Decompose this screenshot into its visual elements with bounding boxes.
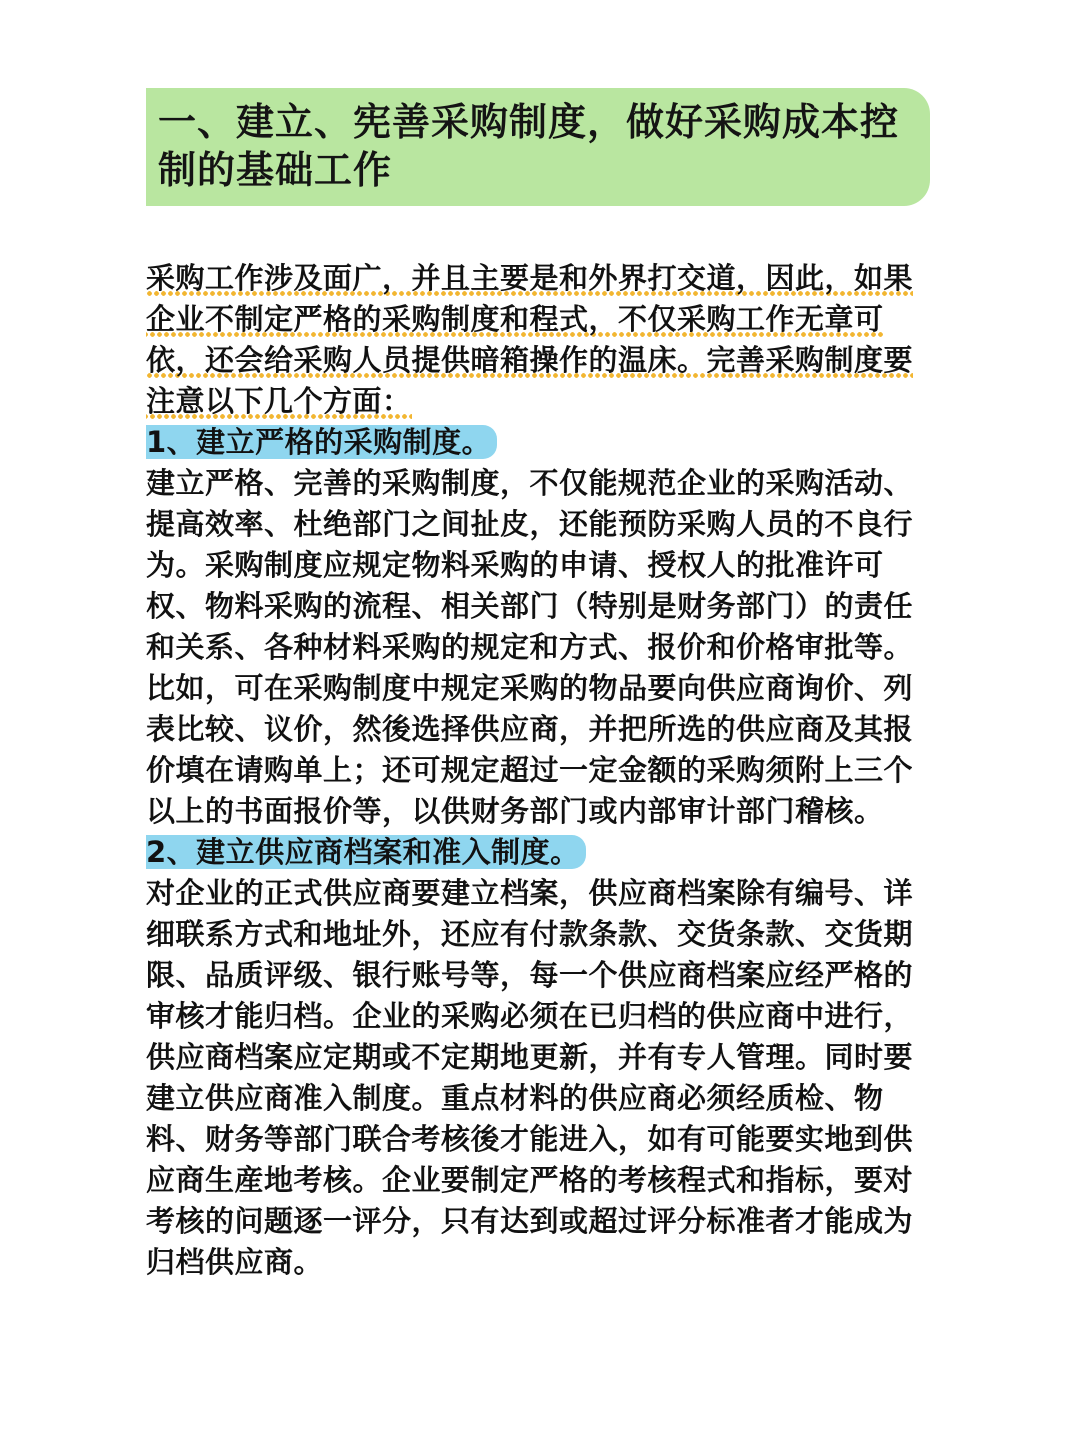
section-1-heading	[146, 422, 922, 463]
page-title: 一、建立、宪善采购制度，做好采购成本控制的基础工作	[158, 100, 900, 192]
article-body	[146, 258, 922, 1283]
section-2-heading-text: 2、建立供应商档案和准入制度。	[146, 835, 586, 869]
title-banner	[146, 88, 930, 206]
section-1-body: 建立严格、完善的采购制度，不仅能规范企业的采购活动、提高效率、杜绝部门之间扯皮，还能预防采购人员的不良行为。采购制度应规定物料采购的申请、授权人的批准许可权、物料采购的流程、相关部门（特别是财务部门）的责任和关系、各种材料采购的规定和方式、报价和价格审批等。比如，可在采购制度中规定采购的物品要向供应商询价、列表比较、议价，然後选择供应商，并把所选的供应商及其报价填在请购单上；还可规定超过一定金额的采购须附上三个以上的书面报价等，以供财务部门或内部审计部门稽核。	[146, 466, 914, 828]
section-2-heading	[146, 832, 922, 873]
section-1-heading-text: 1、建立严格的采购制度。	[146, 425, 497, 459]
intro-paragraph	[146, 258, 922, 422]
intro-text: 采购工作涉及面广，并且主要是和外界打交道，因此，如果企业不制定严格的采购制度和程式，不仅采购工作无章可依，还会给采购人员提供暗箱操作的温床。完善采购制度要注意以下几个方面：	[146, 261, 914, 418]
section-2-body: 对企业的正式供应商要建立档案，供应商档案除有编号、详细联系方式和地址外，还应有付款条款、交货条款、交货期限、品质评级、银行账号等，每一个供应商档案应经严格的审核才能归档。企业的采购必须在已归档的供应商中进行，供应商档案应定期或不定期地更新，并有专人管理。同时要建立供应商准入制度。重点材料的供应商必须经质检、物料、财务等部门联合考核後才能进入，如有可能要实地到供应商生産地考核。企业要制定严格的考核程式和指标，要对考核的问题逐一评分，只有达到或超过评分标准者才能成为归档供应商。	[146, 876, 914, 1279]
